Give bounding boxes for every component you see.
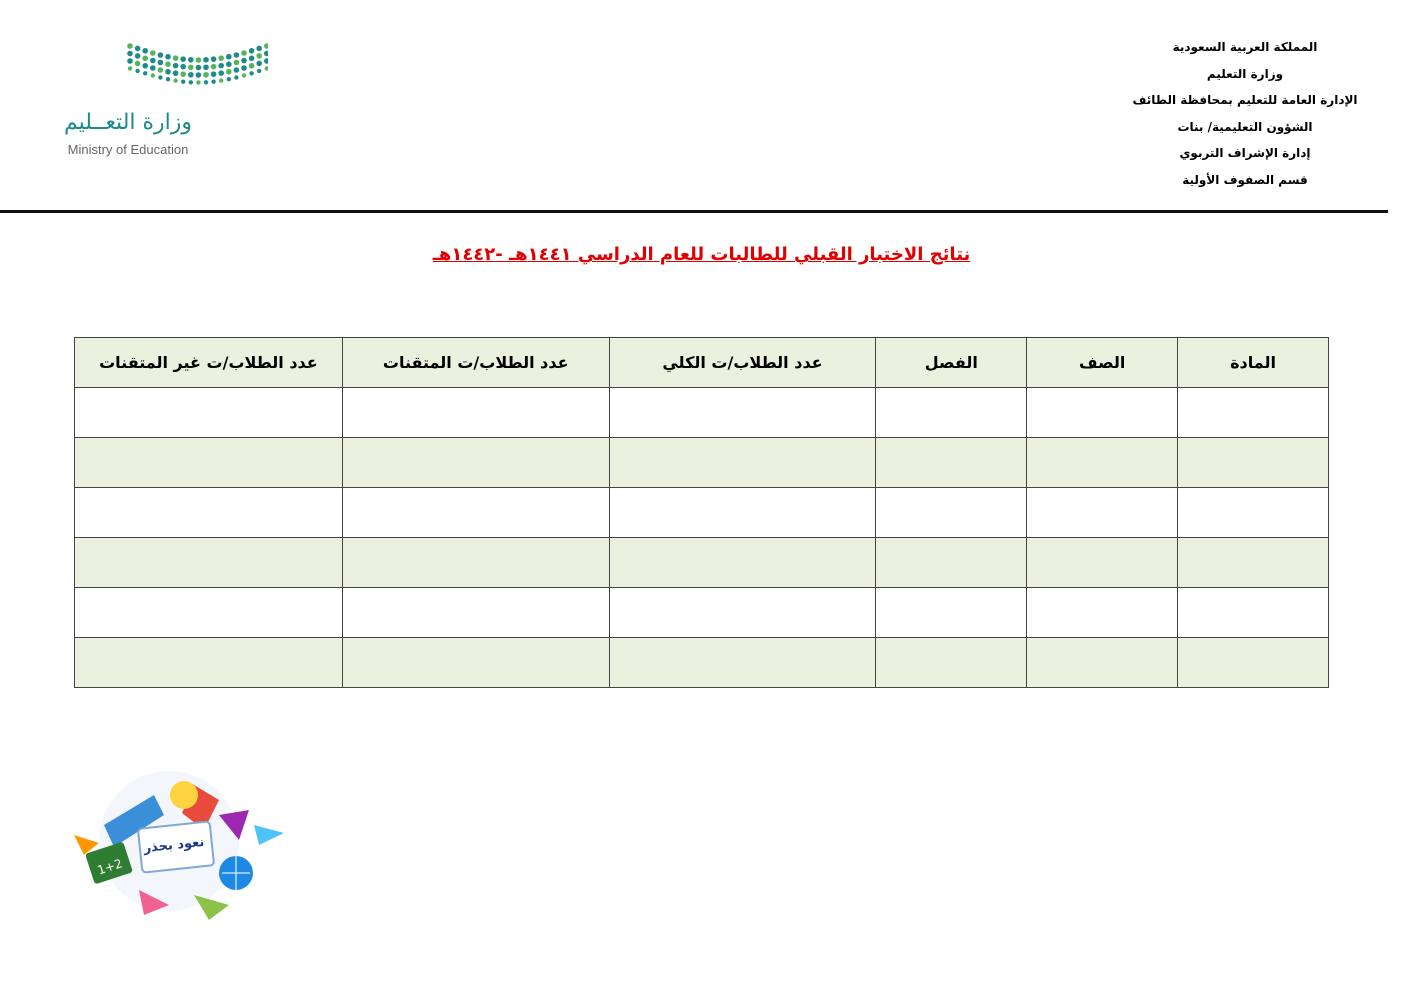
table-cell	[609, 488, 876, 538]
logo-dot	[158, 60, 164, 66]
logo-dot	[142, 63, 148, 69]
table-cell	[1027, 388, 1178, 438]
logo-dot	[180, 64, 186, 70]
logo-dot	[211, 56, 217, 62]
table-row	[75, 488, 1329, 538]
column-header-class: الفصل	[876, 338, 1027, 388]
logo-dot	[173, 70, 179, 76]
logo-dot	[203, 57, 209, 63]
logo-dot	[150, 65, 156, 71]
svg-text:1+2: 1+2	[95, 856, 125, 878]
header-divider	[0, 210, 1388, 213]
column-header-mastered: عدد الطلاب/ت المتقنات	[342, 338, 609, 388]
logo-dot	[196, 80, 200, 84]
column-header-subject: المادة	[1178, 338, 1329, 388]
logo-dot	[180, 71, 186, 77]
table-cell	[1178, 388, 1329, 438]
logo-dot	[142, 48, 148, 54]
logo-dots-graphic	[58, 40, 268, 110]
table-cell	[75, 388, 343, 438]
logo-dot	[173, 55, 179, 61]
logo-dot	[173, 78, 177, 82]
document-title: نتائج الاختبار القبلي للطالبات للعام الدراسي ١٤٤١هـ -١٤٤٢هـ	[432, 244, 971, 265]
table-cell	[342, 638, 609, 688]
table-row	[75, 388, 1329, 438]
table-cell	[609, 388, 876, 438]
logo-english-text: Ministry of Education	[67, 142, 189, 157]
logo-dot	[241, 58, 247, 64]
table-cell	[342, 588, 609, 638]
table-cell	[1027, 438, 1178, 488]
logo-dot	[158, 75, 162, 79]
logo-dot	[150, 58, 156, 64]
table-cell	[1178, 588, 1329, 638]
table-cell	[75, 588, 343, 638]
logo-dot	[241, 65, 247, 71]
logo-dot	[264, 51, 268, 57]
logo-dot	[158, 52, 164, 58]
logo-dot	[128, 66, 132, 70]
logo-dot	[226, 54, 232, 60]
logo-dot	[135, 69, 139, 73]
logo-dot	[127, 58, 133, 64]
table-cell	[876, 538, 1027, 588]
logo-dot	[249, 55, 255, 61]
logo-dot	[143, 71, 147, 75]
logo-dot	[234, 75, 238, 79]
table-cell	[1178, 438, 1329, 488]
table-cell	[1027, 488, 1178, 538]
table-cell	[75, 538, 343, 588]
logo-dot	[234, 67, 240, 73]
header-line-supervision: إدارة الإشراف التربوي	[1179, 146, 1311, 160]
header-line-directorate: الإدارة العامة للتعليم بمحافظة الطائف	[1132, 93, 1358, 107]
logo-dot	[188, 64, 194, 70]
logo-dot	[219, 78, 223, 82]
logo-dot	[188, 57, 194, 63]
logo-dot	[234, 52, 240, 58]
logo-dot	[211, 64, 217, 70]
logo-dot	[135, 46, 141, 52]
table-cell	[876, 588, 1027, 638]
table-row	[75, 588, 1329, 638]
table-row	[75, 438, 1329, 488]
ministry-logo	[58, 40, 268, 165]
logo-dot	[165, 69, 171, 75]
table-cell	[1027, 588, 1178, 638]
ministry-header	[1115, 34, 1375, 193]
table-cell	[609, 588, 876, 638]
logo-dot	[203, 64, 209, 70]
logo-dot	[241, 50, 247, 56]
table-cell	[1178, 488, 1329, 538]
column-header-not-mastered: عدد الطلاب/ت غير المتقنات	[75, 338, 343, 388]
logo-dot	[135, 53, 141, 59]
logo-dot	[264, 58, 268, 64]
logo-dot	[256, 61, 262, 67]
table-cell	[609, 538, 876, 588]
table-cell	[342, 438, 609, 488]
logo-dot	[227, 77, 231, 81]
logo-dot	[196, 57, 202, 63]
logo-arabic-text: وزارة التعــليم	[63, 110, 193, 135]
logo-dot	[173, 63, 179, 69]
header-line-department: قسم الصفوف الأولية	[1182, 172, 1308, 187]
logo-dot	[188, 72, 194, 78]
logo-dot	[181, 79, 185, 83]
logo-dot	[196, 72, 202, 78]
logo-dot	[196, 65, 202, 71]
logo-dot	[211, 71, 217, 77]
table-cell	[342, 388, 609, 438]
logo-dot	[166, 77, 170, 81]
column-header-grade: الصف	[1027, 338, 1178, 388]
logo-dot	[165, 61, 171, 67]
table-cell	[876, 638, 1027, 688]
logo-dot	[218, 70, 224, 76]
logo-dot	[242, 73, 246, 77]
logo-dot	[226, 61, 232, 67]
logo-dot	[165, 54, 171, 60]
table-cell	[1027, 638, 1178, 688]
logo-dot	[234, 60, 240, 66]
table-header-row	[75, 338, 1329, 388]
logo-dot	[180, 56, 186, 62]
table-cell	[1027, 538, 1178, 588]
logo-dot	[249, 48, 255, 54]
logo-dot	[256, 53, 262, 59]
logo-dot	[127, 51, 133, 57]
table-cell	[75, 488, 343, 538]
table-cell	[876, 488, 1027, 538]
results-table	[74, 337, 1329, 688]
logo-dot	[151, 73, 155, 77]
table-row	[75, 638, 1329, 688]
table-cell	[75, 438, 343, 488]
table-cell	[75, 638, 343, 688]
table-cell	[342, 488, 609, 538]
logo-dot	[249, 71, 253, 75]
header-line-ministry: وزارة التعليم	[1206, 66, 1284, 81]
logo-dot	[189, 80, 193, 84]
column-header-total-students: عدد الطلاب/ت الكلي	[609, 338, 876, 388]
table-cell	[876, 438, 1027, 488]
header-line-country: المملكة العربية السعودية	[1172, 40, 1318, 54]
logo-dot	[211, 79, 215, 83]
logo-dot	[127, 43, 133, 49]
logo-dot	[256, 46, 262, 52]
table-cell	[1178, 638, 1329, 688]
table-cell	[876, 388, 1027, 438]
logo-dot	[218, 63, 224, 69]
logo-dot	[249, 63, 255, 69]
table-cell	[1178, 538, 1329, 588]
logo-dot	[135, 61, 141, 67]
logo-dot	[264, 43, 268, 49]
logo-dot	[204, 80, 208, 84]
logo-dot	[142, 55, 148, 61]
logo-dot	[226, 69, 232, 75]
table-cell	[609, 438, 876, 488]
logo-dot	[257, 69, 261, 73]
table-cell	[342, 538, 609, 588]
logo-dot	[150, 50, 156, 56]
table-row	[75, 538, 1329, 588]
table-cell	[609, 638, 876, 688]
header-line-affairs: الشؤون التعليمية/ بنات	[1177, 119, 1313, 134]
logo-dot	[218, 55, 224, 61]
clipart-label: نعود بحذر	[142, 834, 205, 857]
logo-dot	[203, 72, 209, 78]
logo-dot	[265, 66, 268, 70]
logo-dot	[158, 67, 164, 73]
